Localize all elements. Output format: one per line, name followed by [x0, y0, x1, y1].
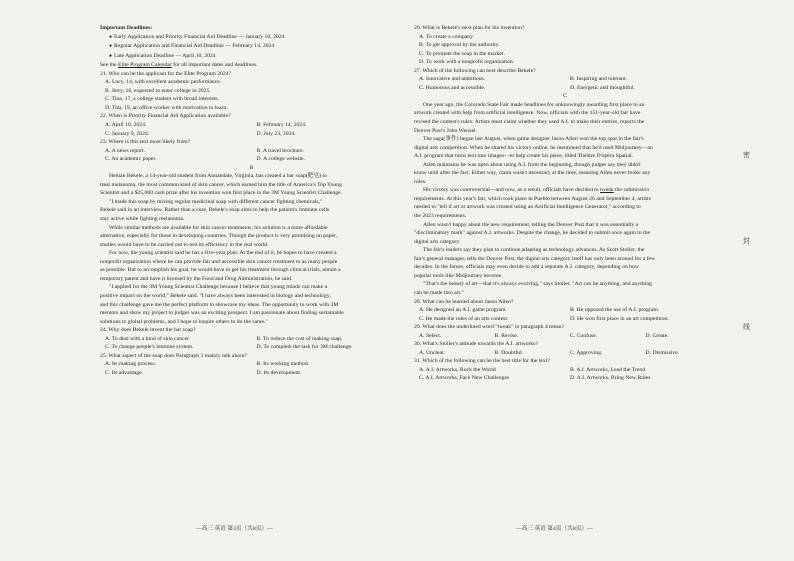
option: D. A.I. Artworks, Bring New Rules [570, 375, 651, 382]
passage-line: "I made this soap by mixing regular medicinal soap with different cancer fighting chemicals," [109, 198, 323, 205]
passage-line: digital arts category. [414, 238, 461, 245]
option: D. Tim, 19, an office worker with motivation to learn. [105, 104, 228, 111]
question-30: 30. What's Stoller's attitude towards the A.I. artworks? [414, 341, 538, 348]
option: C. A.I. Artworks, Face New Challenges [419, 375, 510, 382]
option: B. Doubtful. [494, 349, 524, 356]
option: B. Its working method. [256, 361, 310, 368]
passage-line: and this challenge gave me the perfect platform to showcase my ideas. The opportunity to work with 3M [100, 301, 339, 308]
passage-line: studies would have to be carried out to test its efficiency in the real world. [100, 241, 269, 248]
passage-line: treat melanoma, the most common kind of skin cancer, which earned him the title of America's Top Young [100, 181, 342, 188]
question-24: 24. Why does Bekele invent the bar soap? [100, 327, 196, 334]
options-row [100, 369, 403, 378]
page-footer-left: —高三 英语 第3页（共8页）— [196, 526, 273, 532]
option: D. Its development. [256, 369, 302, 376]
section-marker-b: B [249, 164, 254, 171]
passage-line: artwork created with help from artificial intelligence. Now, officials with the 151-year-old fair have [414, 110, 641, 117]
passage-line [414, 186, 716, 195]
passage-line: "discriminatory mark" against A.I. artworks. Despite the change, he decided to submit once again to the [414, 230, 651, 237]
seal-line-char: 密 [743, 151, 750, 159]
question-23: 23. Where is this text most likely from? [100, 139, 191, 146]
option: B. To get approval by the authority. [419, 42, 500, 49]
options-row [100, 130, 403, 139]
seal-line-char: 线 [743, 323, 750, 331]
passage-text: the submission [613, 187, 650, 194]
option: D. He won first place in an art competition. [570, 315, 669, 322]
question-27: 27. Which of the following can best describe Bekele? [414, 67, 536, 74]
passage-line: mentors and show my project to judges was an exciting prospect. I am passionate about finding sustainable [100, 310, 344, 317]
option: A. A news report. [105, 147, 145, 154]
option: D. A college website. [256, 156, 305, 163]
right-column [414, 24, 716, 383]
passage-line: "That's the beauty of art—that it's always evolving," says Stoller. "Art can be anything, and anything [423, 281, 652, 288]
passage-line: popular tools like Midjourney become. [414, 272, 503, 279]
options-row [414, 366, 716, 375]
options-row [100, 360, 403, 369]
passage-line: Denver Post's John Wenzel. [414, 127, 478, 134]
option: D. To complete the task for 3M challenge. [256, 344, 353, 351]
option: A. Select. [419, 332, 442, 339]
option: B. February 14, 2024. [256, 122, 307, 129]
options-row [100, 147, 403, 156]
calendar-note-suffix: for all important dates and deadlines. [171, 62, 258, 69]
options-row [100, 343, 403, 352]
passage-line: know until after the fact. Either way, claim wasn't necessary at the time, meaning Allen never broke any [414, 170, 651, 177]
passage-line: Bekele said in an interview. Rather than a cure, Bekele's soap aims to help the patient's immune cells [100, 207, 330, 214]
passage-line: Heman Bekele, a 14-year-old student from Annandale, Virginia, has created a bar soap(肥皂) to [109, 173, 327, 180]
options-row [414, 315, 716, 324]
seal-line-char: 封 [743, 237, 750, 245]
passage-line: positive impact on the world," Bekele said. "I have always been interested in biology and technology, [100, 292, 331, 299]
option: D. July 23, 2024. [256, 130, 296, 137]
option: C. To change people's immune system. [105, 344, 194, 351]
option: D. To work with a nonprofit organization. [419, 59, 515, 66]
passage-line: as possible. But to accomplish his goal, he would have to get his treatment through clinical trials, obtain a [100, 267, 341, 274]
question-21: 21. Who can be the applicant for the Elite Program 2024? [100, 70, 232, 77]
option: A. Unclear. [419, 349, 446, 356]
option: D. Dismissive. [645, 349, 680, 356]
option: C. He made the rules of an arts contest. [419, 315, 509, 322]
deadlines-heading: Important Deadlines: [100, 25, 153, 31]
option: C. Approving. [570, 349, 603, 356]
question-28: 28. What can be learned about Jason Allen? [414, 298, 514, 305]
options-row [414, 349, 716, 358]
passage-line: For now, the young scientist said he has a five-year plan: At the end of it, he hopes to have created a [109, 250, 337, 257]
left-column [100, 24, 403, 377]
passage-line: One year ago, the Colorado State Fair made headlines for unknowingly awarding first place to an [423, 101, 645, 108]
passage-line: A.I. program that turns text into images—to help create his piece, titled Théâtre D'opéra Spatial. [414, 153, 633, 160]
passage-line: stay active while fighting melanoma. [100, 216, 185, 223]
question-25: 25. What aspect of the soap does Paragraph 3 mainly talk about? [100, 352, 248, 359]
question-29: 29. What does the underlined word "tweak" in paragraph 4 mean? [414, 324, 564, 331]
passage-line: decades. In the future, officials may even decide to add a separate A.I. category, depending on how [414, 264, 639, 271]
option: B. Revise. [494, 332, 519, 339]
option: D. Create. [645, 332, 669, 339]
option: A. To create a company. [419, 33, 475, 40]
question-22: 22. When is Priority Financial Aid Application available? [100, 113, 231, 120]
option: B. To reduce the cost of making soap. [256, 335, 343, 342]
options-row [100, 335, 403, 344]
option: C. Confuse. [570, 332, 598, 339]
option: B. A travel brochure. [256, 147, 305, 154]
passage-line: Scientist and a $25,000 cash prize after his invention won first place in the 3M Young Scientist Challenge. [100, 190, 342, 197]
option: B. Jerry, 16, expected to enter college in 2025. [105, 87, 211, 94]
option: A. Its making process. [105, 361, 157, 368]
option: A. To deal with a kind of skin cancer. [105, 335, 191, 342]
passage-line: requirements. At this year's fair, which took place in Pueblo between August 26 and September 4, artists [414, 195, 651, 202]
option: C. Humorous and accessible. [419, 84, 486, 91]
option: C. An academic paper. [105, 156, 157, 163]
options-row [100, 155, 403, 164]
option: C. Its advantage. [105, 369, 144, 376]
passage-line: Allen wasn't happy about the new requirement, telling the Denver Post that it was essentially a [423, 221, 639, 228]
passage-text: His victory was controversial—and now, as a result, officials have decided to [423, 187, 601, 194]
passage-line: Allen maintains he was open about using A.I. from the beginning, though judges say they didn't [423, 161, 641, 168]
calendar-note [100, 61, 403, 70]
option: D. Energetic and thoughtful. [570, 84, 635, 91]
options-row [414, 75, 716, 84]
passage-line: The fair's leaders say they plan to continue adapting as technology advances. As Scott Stoller, the [423, 247, 645, 254]
question-31: 31. Which of the following can be the best title for the text? [414, 358, 550, 365]
option: C. To promote the soap in the market. [419, 50, 505, 57]
deadline-item: ● Regular Application and Financial Aid Deadline — February 14, 2024 [100, 42, 403, 52]
options-row [100, 121, 403, 130]
deadline-item: ● Late Application Deadline — April 10, 2024 [100, 52, 403, 62]
passage-line: rules. [414, 178, 427, 185]
options-row [414, 306, 716, 315]
passage-line: solutions to global problems, and I hope to inspire others to do the same." [100, 318, 268, 325]
option: A. Innovative and ambitious. [419, 76, 486, 83]
option: C. Tina, 17, a college student with broad interests. [105, 96, 220, 103]
passage-line: fair's general manager, tells the Denver Post, the digital arts category itself has only been around for a few [414, 255, 656, 262]
options-row [414, 332, 716, 341]
passage-line: needed to "tell if art or artwork was created using an Artificial Intelligence Generator," according to [414, 204, 641, 211]
question-26: 26. What is Bekele's next plan for his invention? [414, 25, 525, 31]
passage-line: the 2023 requirements. [414, 213, 467, 220]
option: A. Lucy, 14, with excellent academic performance. [105, 79, 222, 86]
calendar-note-prefix: See the [100, 62, 119, 69]
passage-line: temporary patent and have it licensed by the Food and Drug Administration, he said. [100, 275, 293, 282]
page-footer-right: —高三 英语 第4页（共8页）— [516, 526, 593, 532]
option: B. A.I. Artworks, Lead the Trend [570, 366, 646, 373]
options-row [414, 84, 716, 93]
underlined-word-tweak: tweak [600, 187, 614, 194]
option: A. A.I. Artworks, Rock the World [419, 366, 496, 373]
passage-line: While similar methods are available for skin cancer treatments, his solution is a more affordable [109, 224, 328, 231]
option: C. January 9, 2024. [105, 130, 150, 137]
passage-line: digital arts competition. When he shared his victory online, he mentioned that he'd used Midjourney—an [414, 144, 653, 151]
options-row [414, 374, 716, 383]
passage-line: can be made into art." [414, 289, 464, 296]
option: B. Inspiring and tolerant. [570, 76, 628, 83]
section-marker-c: C [563, 93, 567, 100]
passage-line: nonprofit organization where he can provide fair and accessible skin cancer treatment to as many people [100, 258, 338, 265]
passage-line: The saga(事件) began last August, when game designer Jason Allen won the top spot in the fair's [423, 136, 644, 143]
option: B. He opposed the use of A.I. program. [570, 307, 660, 314]
deadline-item: ● Early Application and Priority Financial Aid Deadline — January 10, 2024 [100, 33, 403, 43]
passage-line: revised the contest's rules: Artists must claim whether they used A.I. to make their entries, reports the [414, 119, 645, 126]
passage-line: "I applied for the 3M Young Scientist Challenge because I believe that young minds can make a [109, 284, 328, 291]
option: A. He designed an A.I. game program. [419, 307, 507, 314]
calendar-link[interactable]: Elite Program Calendar [118, 62, 172, 69]
passage-line: alternative, especially for those in developing countries. Though the product is very promising on paper, [100, 233, 338, 240]
option: A. April 10, 2024. [105, 122, 147, 129]
